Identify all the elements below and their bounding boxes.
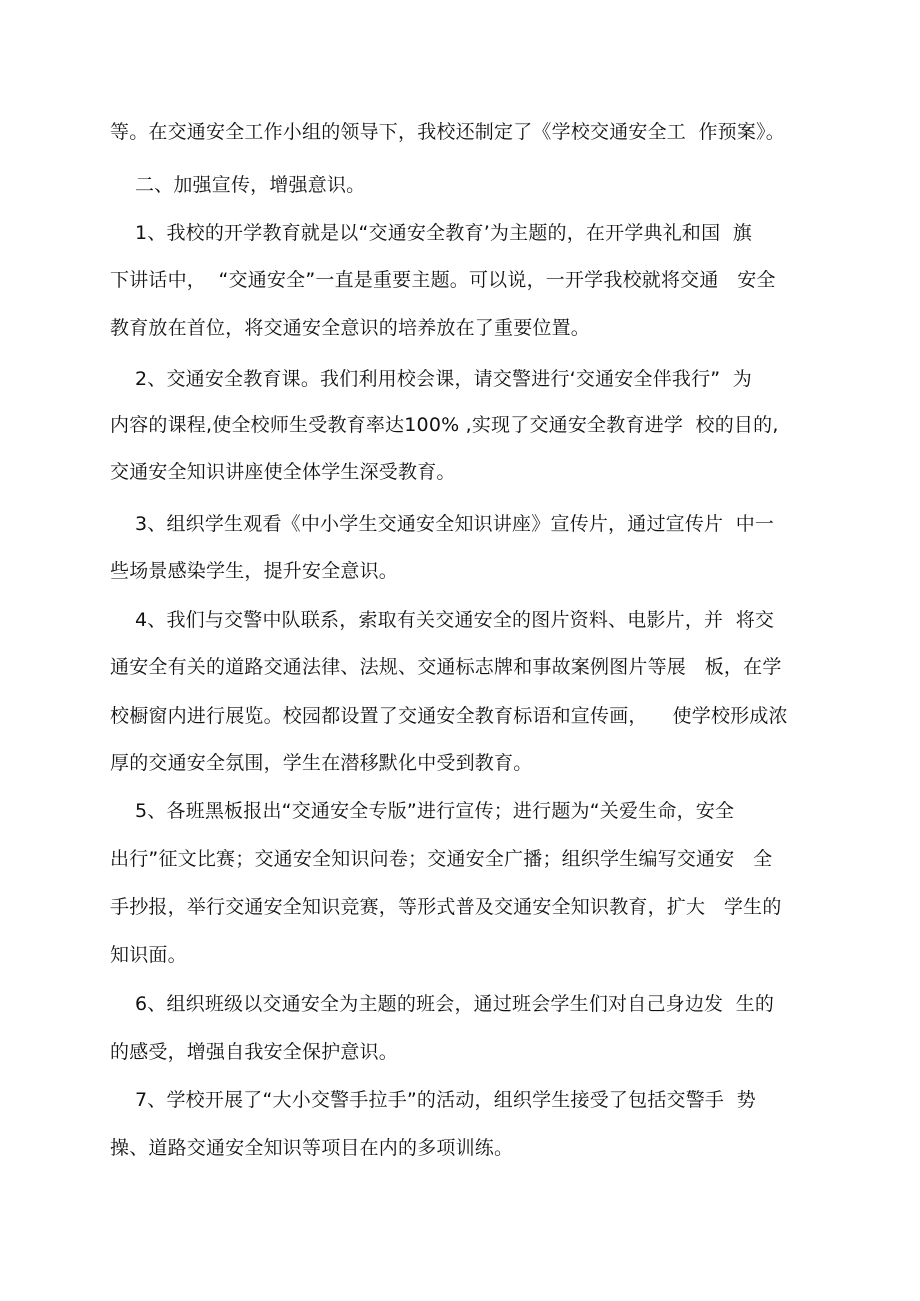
text-line: 3、组织学生观看《中小学生交通安全知识讲座》宣传片，通过宣传片 中一	[110, 513, 775, 535]
text-line: 通安全有关的道路交通法律、法规、交通标志牌和事故案例图片等展 板，在学	[110, 656, 782, 678]
text-line: 出行”征文比赛；交通安全知识问卷；交通安全广播；组织学生编写交通安 全	[110, 848, 773, 870]
text-line: 5、各班黑板报出“交通安全专版”进行宣传；进行题为“关爱生命，安全	[110, 800, 735, 822]
text-line: 操、道路交通安全知识等项目在内的多项训练。	[110, 1137, 514, 1159]
text-line: 教育放在首位，将交通安全意识的培养放在了重要位置。	[110, 317, 591, 339]
text-line: 7、学校开展了“大小交警手拉手”的活动，组织学生接受了包括交警手 势	[110, 1089, 756, 1111]
text-line: 6、组织班级以交通安全为主题的班会，通过班会学生们对自己身边发 生的	[110, 993, 775, 1015]
text-line: 交通安全知识讲座使全体学生深受教育。	[110, 461, 456, 483]
text-line: 的感受，增强自我安全保护意识。	[110, 1041, 399, 1063]
section-heading: 二、加强宣传，增强意识。	[110, 174, 366, 196]
text-line: 厚的交通安全氛围，学生在潜移默化中受到教育。	[110, 752, 533, 774]
text-line: 2、交通安全教育课。我们利用校会课，请交警进行‘交通安全伴我行” 为	[110, 368, 753, 390]
text-line: 手抄报，举行交通安全知识竞赛，等形式普及交通安全知识教育，扩大 学生的	[110, 896, 782, 918]
text-line: 知识面。	[110, 944, 187, 966]
text-line: 些场景感染学生，提升安全意识。	[110, 560, 399, 582]
text-line: 校橱窗内进行展览。校园都设置了交通安全教育标语和宣传画， 使学校形成浓	[110, 705, 788, 727]
text-line: 等。在交通安全工作小组的领导下，我校还制定了《学校交通安全工 作预案》。	[110, 121, 785, 143]
text-line: 下讲话中， “交通安全”一直是重要主题。可以说，一开学我校就将交通 安全	[110, 269, 776, 291]
text-line: 4、我们与交警中队联系，索取有关交通安全的图片资料、电影片，并 将交	[110, 609, 775, 631]
text-line: 内容的课程,使全校师生受教育率达100% ,实现了交通安全教育进学 校的目的,	[110, 414, 779, 436]
text-line: 1、我校的开学教育就是以“交通安全教育’为主题的，在开学典礼和国 旗	[110, 222, 753, 244]
